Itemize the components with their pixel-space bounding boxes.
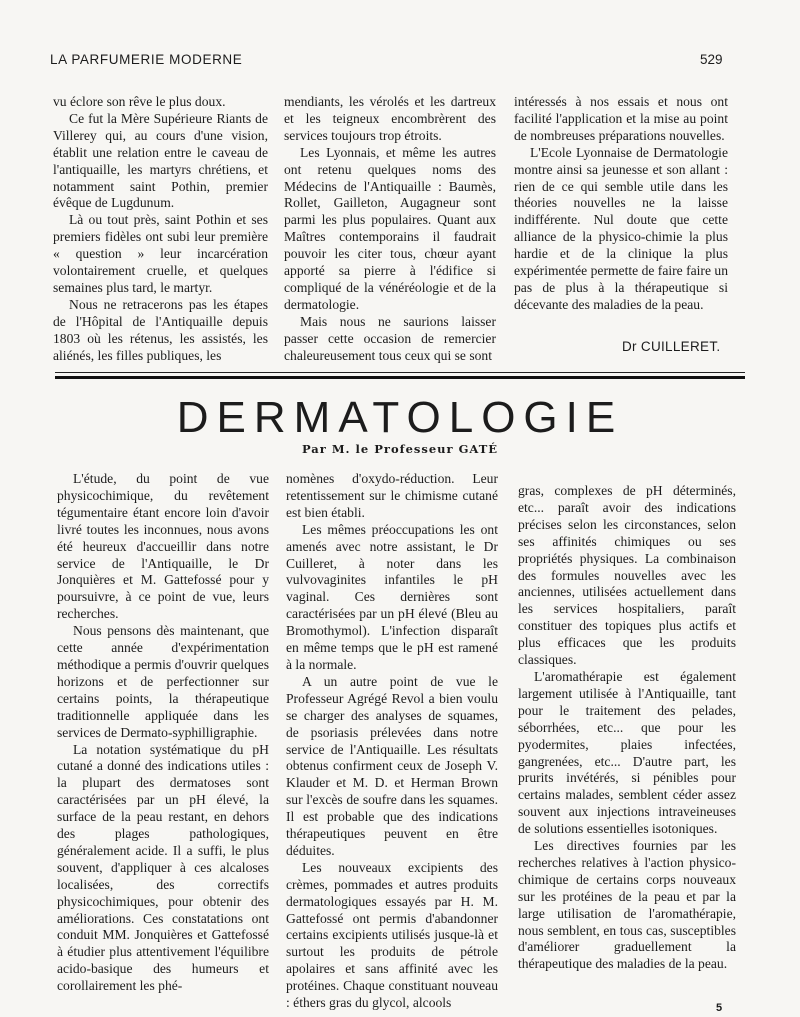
paragraph: Les Lyonnais, et même les autres ont retenu quelques noms des Médecins de l'Antiquaille : Baumès, Rollet, Gailleton, Augagneur sont parmi les plus populaires. Quant aux Maîtres contemporains il faudrait pouvoir les citer tous, chœur ayant apporté sa pierre à l'édifice si compliqué de la vénéréologie et de la dermatologie. <box>284 144 496 312</box>
author-signature: Dr CUILLERET. <box>622 339 721 354</box>
article-column-3 <box>518 483 736 973</box>
paragraph: L'aromathérapie est également largement utilisée à l'Antiquaille, tant pour le traitement des pelades, séborrhées, etc... que pour les pyodermites, plaies infectées, gangrenées, etc... D'autre part, les prurits invétérés, si pénibles pour certains malades, semblent céder assez souvent aux injections intraveineuses de solutions essentielles isotoniques. <box>518 668 736 837</box>
paragraph: gras, complexes de pH déterminés, etc... paraît avoir des indications précises selon les circonstances, selon ses affinités chimiques ou ses propriétés physiques. La combinaison des formules nouvelles avec les anciennes, utilisées actuellement dans les services hospitaliers, paraît constituer des topiques plus actifs et plus efficaces que les produits classiques. <box>518 483 736 668</box>
article-title: DERMATOLOGIE <box>176 393 624 442</box>
paragraph: Les nouveaux excipients des crèmes, pommades et autres produits dermatologiques essayés par H. M. Gattefossé ont permis d'abandonner certains excipients utilisés jusque-là et surtout les produits de pétrole apolaires et sans affinité avec les protéines. Chaque constituant nouveau : éthers gras du glycol, alcools <box>286 859 498 1011</box>
article-column-1 <box>57 471 269 995</box>
article-byline: Par M. le Professeur GATÉ <box>301 442 499 456</box>
paragraph: La notation systématique du pH cutané a donné des indications utiles : la plupart des dermatoses sont caractérisées par un pH élevé, la surface de la peau restant, en dehors des plages pathologiques, généralement acide. Il a suffi, le plus souvent, d'appliquer à ces alcaloses localisées, des correctifs physicochimiques, pour obtenir des améliorations. Ces constatations ont conduit MM. Jonquières et Gattefossé à étudier plus attentivement l'équilibre acido-basique des humeurs et corollairement les phé- <box>57 741 269 994</box>
signature-mark: 5 <box>716 1002 723 1014</box>
paragraph: L'étude, du point de vue physicochimique, du revêtement tégumentaire étant encore loin d'avoir livré toutes les inconnues, nous avons été heureux d'accueillir dans notre service de l'Antiquaille, le Dr Jonquières et M. Gattefossé pour y poursuivre, à ce point de vue, leurs recherches. <box>57 471 269 622</box>
paragraph: vu éclore son rêve le plus doux. <box>53 94 226 109</box>
running-header-journal: LA PARFUMERIE MODERNE <box>50 52 243 67</box>
paragraph: mendiants, les vérolés et les dartreux et les teigneux encombrèrent des services toujours trop étroits. <box>284 94 496 143</box>
paragraph: A un autre point de vue le Professeur Agrégé Revol a bien voulu se charger des analyses de squames, de psoriasis prélevées dans notre service de l'Antiquaille. Les résultats obtenus confirment ceux de Joseph V. Klauder et M. D. et Herman Brown sur l'excès de soufre dans les squames. Il est probable que des indications thérapeutiques peuvent en être déduites. <box>286 673 498 858</box>
paragraph: Nous pensons dès maintenant, que cette année d'expérimentation méthodique a permis d'ouvrir quelques horizons et de perfectionner sur certains points, la thérapeutique traditionnelle appliquée dans les services de Dermato-syphilligraphie. <box>57 623 269 740</box>
paragraph: Mais nous ne saurions laisser passer cette occasion de remercier chaleureusement tous ceux qui se sont <box>284 313 496 363</box>
paragraph: Là ou tout près, saint Pothin et ses premiers fidèles ont subi leur première « question » leur incarcération volontairement cruelle, et quelques semaines plus tard, le martyr. <box>53 212 268 295</box>
top-column-2 <box>284 94 496 365</box>
paragraph: Les mêmes préoccupations les ont amenés avec notre assistant, le Dr Cuilleret, à noter dans les vulvovaginites infantiles le pH vaginal. Ces dernières sont caractérisées par un pH élevé (Bleu au Bromothymol). L'infection disparaît en même temps que le pH est ramené à la normale. <box>286 521 498 672</box>
top-column-1 <box>53 94 268 365</box>
article-column-2 <box>286 471 498 1012</box>
separator-rule-thick <box>55 376 745 379</box>
paragraph: Ce fut la Mère Supérieure Riants de Villerey qui, au cours d'une vision, établit une relation entre le caveau de l'antiquaille, les martyrs chrétiens, et notamment saint Pothin, premier évêque de Lugdunum. <box>53 110 268 211</box>
paragraph: nomènes d'oxydo-réduction. Leur retentissement sur le chimisme cutané est bien établi. <box>286 471 498 520</box>
paragraph: intéressés à nos essais et nous ont facilité l'application et la mise au point de nombreuses préparations nouvelles. <box>514 94 728 143</box>
separator-rule <box>55 372 745 373</box>
paragraph: Les directives fournies par les recherches relatives à l'action physico-chimique de certains corps nouveaux sur les protéines de la peau et par la large utilisation de l'aromathérapie, nous semblent, en tous cas, susceptibles d'améliorer graduellement la thérapeutique des maladies de la peau. <box>518 838 736 972</box>
top-column-3 <box>514 94 728 314</box>
paragraph: L'Ecole Lyonnaise de Dermatologie montre ainsi sa jeunesse et son allant : rien de ce qui semble utile dans les théories nouvelles ne la laisse indifférente. Nul doute que cette alliance de la physico-chimie la plus hardie et de la clinique la plus expérimentée permette de faire faire un pas de plus à la thérapeutique si décevante des maladies de la peau. <box>514 144 728 312</box>
paragraph: Nous ne retracerons pas les étapes de l'Hôpital de l'Antiquaille depuis 1803 où les rétenus, les assistés, les aliénés, les filles publiques, les <box>53 296 268 363</box>
page-number: 529 <box>700 52 723 67</box>
